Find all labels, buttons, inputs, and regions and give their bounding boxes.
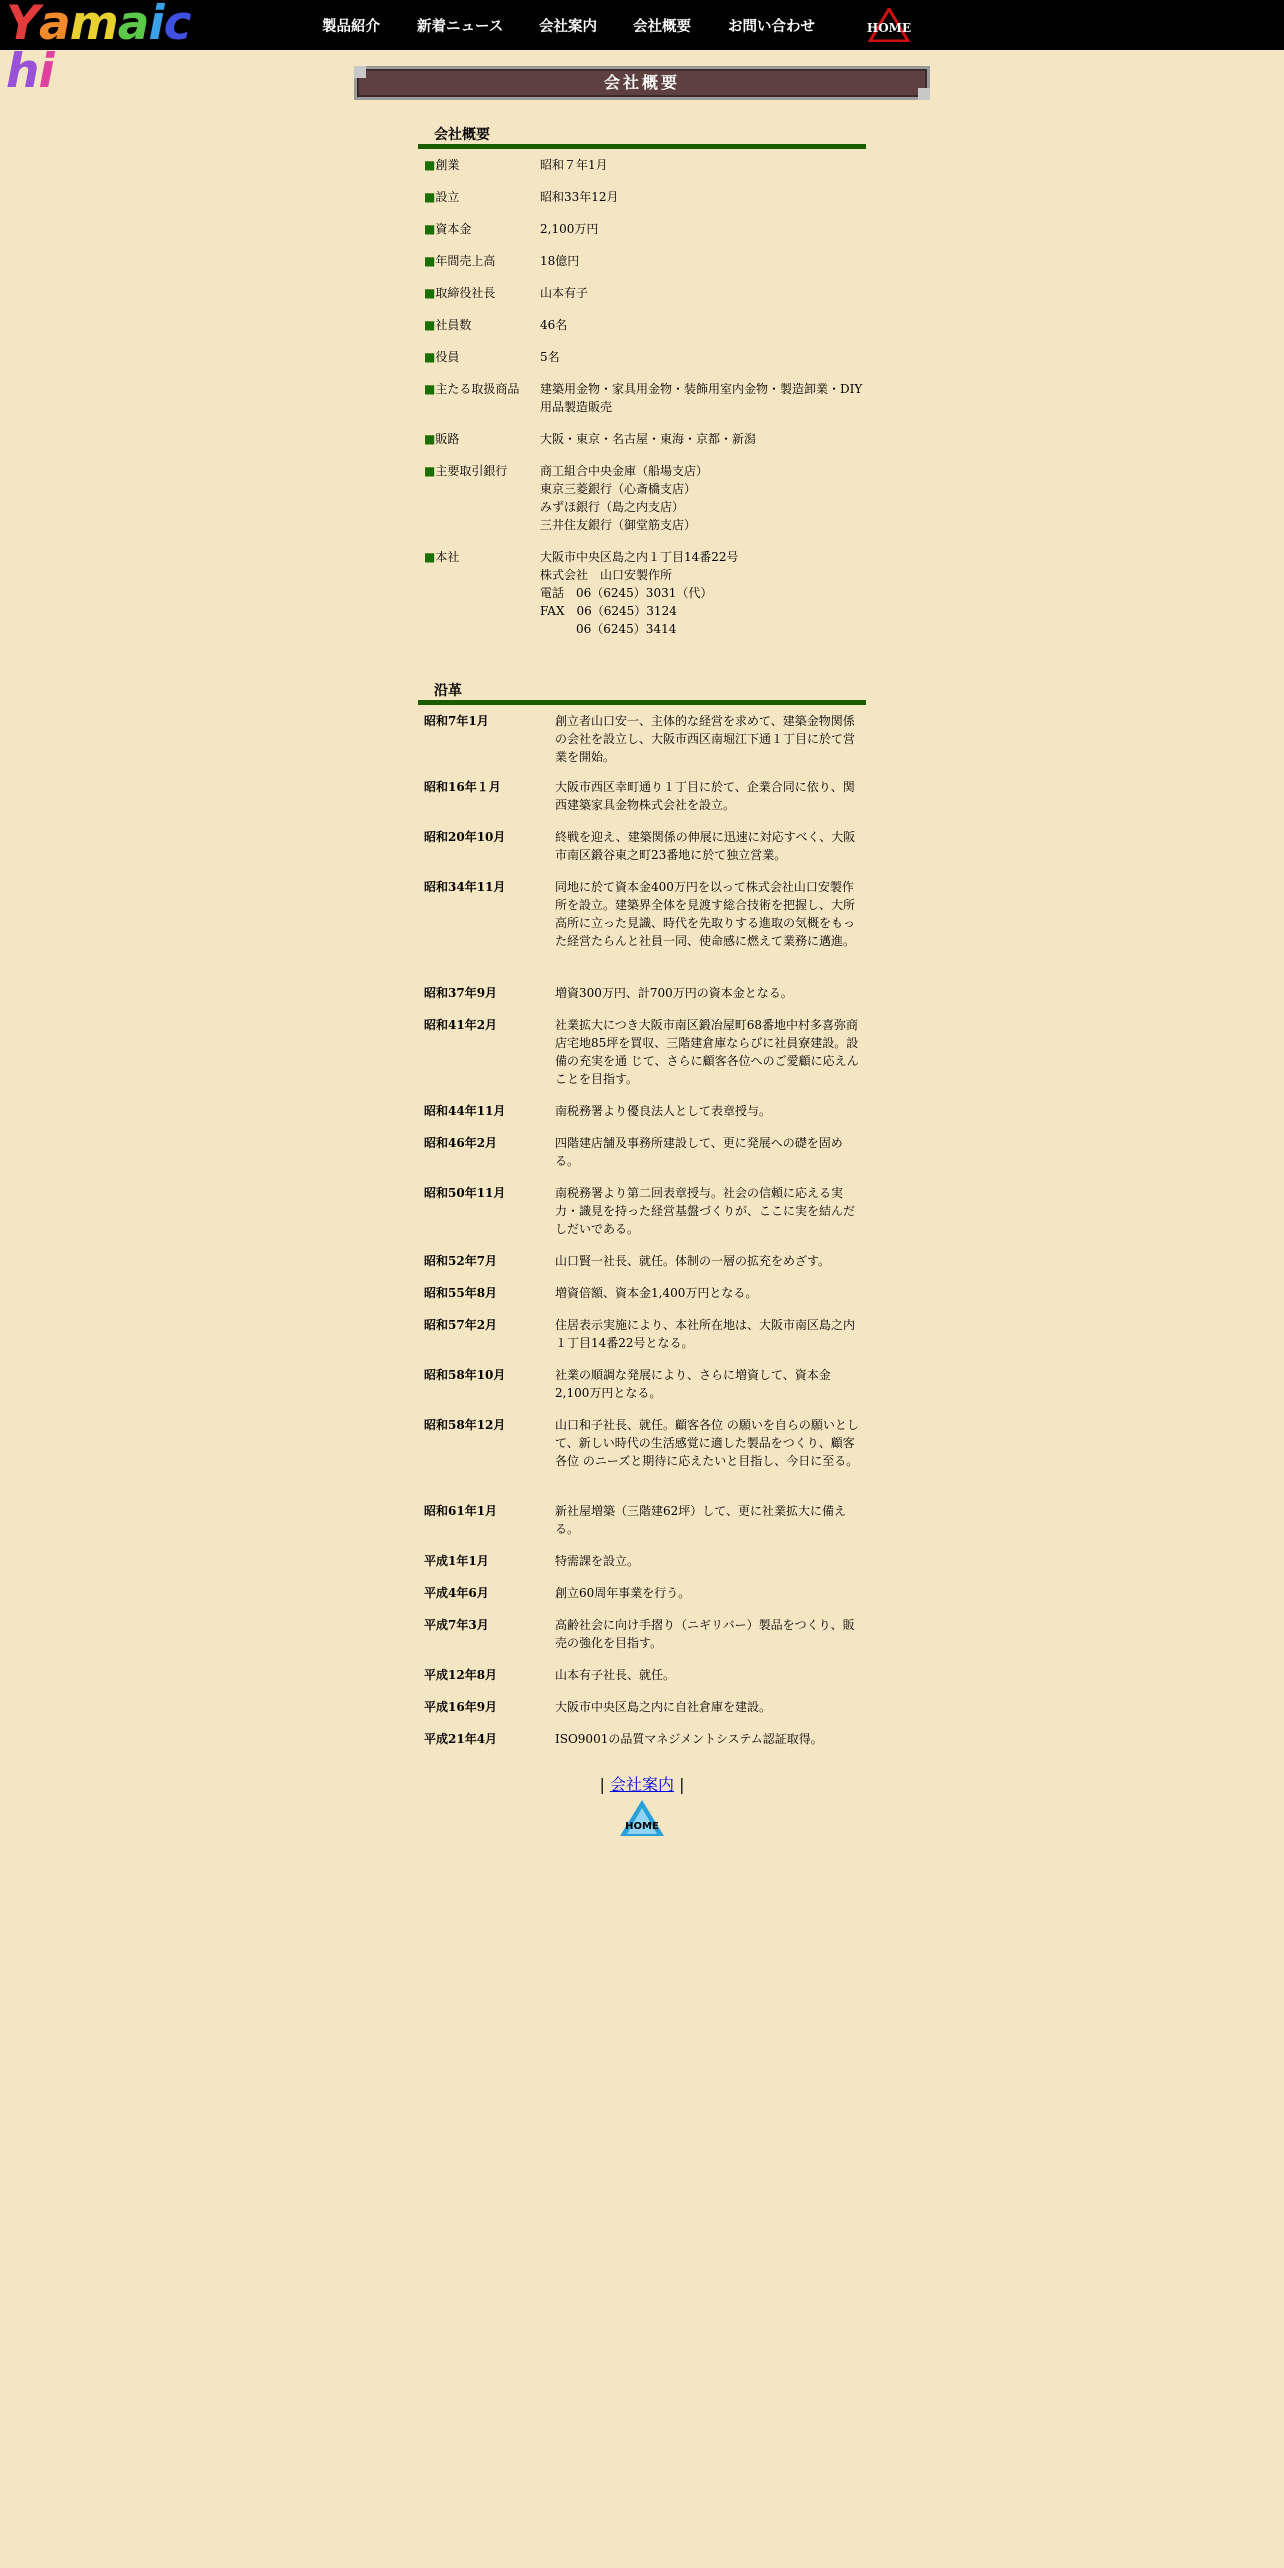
- overview-value: [540, 156, 864, 174]
- overview-value: [540, 348, 864, 366]
- history-description: 創立60周年事業を行う。: [555, 1586, 691, 1600]
- yamaichi-logo[interactable]: [6, 0, 204, 99]
- history-description: 社業の順調な発展により、さらに増資して、資本金2,100万円となる。: [555, 1368, 831, 1400]
- svg-text:HOME: HOME: [625, 1821, 659, 1832]
- overview-value-line: 大阪市中央区島之内１丁目14番22号: [540, 550, 739, 564]
- overview-label-text: 設立: [435, 190, 460, 204]
- overview-value: [540, 252, 864, 270]
- overview-value-line: 昭和33年12月: [540, 190, 619, 204]
- overview-value-line: 昭和７年1月: [540, 158, 608, 172]
- history-date: 昭和41年2月: [424, 1018, 498, 1032]
- page-banner: [354, 66, 930, 100]
- overview-label: [424, 348, 459, 366]
- history-date: 昭和57年2月: [424, 1318, 498, 1332]
- overview-value: [540, 188, 864, 206]
- history-description: 山本有子社長、就任。: [555, 1668, 676, 1682]
- overview-value-line: FAX 06（6245）3124: [540, 604, 677, 618]
- history-description: 増資300万円、計700万円の資本金となる。: [555, 986, 793, 1000]
- overview-label: [424, 284, 495, 302]
- history-date: 昭和37年9月: [424, 986, 498, 1000]
- overview-label-text: 社員数: [435, 318, 472, 332]
- history-description: 特需課を設立。: [555, 1554, 640, 1568]
- overview-label-text: 取締役社長: [435, 286, 496, 300]
- logo-letter: c: [163, 0, 191, 51]
- history-date: 昭和58年12月: [424, 1418, 506, 1432]
- history-date: 昭和44年11月: [424, 1104, 506, 1118]
- nav-home-button[interactable]: [864, 8, 914, 42]
- history-date: 昭和55年8月: [424, 1286, 498, 1300]
- history-description: 創立者山口安一、主体的な経営を求めて、建築金物関係の会社を設立し、大阪市西区南堀江下通１丁目に於て営業を開始。: [555, 714, 856, 764]
- history-description: 同地に於て資本金400万円を以って株式会社山口安製作所を設立。建築界全体を見渡す総合技術を把握し、大所高所に立った見識、時代を先取りする進取の気概をもった経営たらんと社員一同、使命感に燃えて業務に邁進。: [555, 880, 856, 948]
- overview-label-text: 資本金: [435, 222, 472, 236]
- logo-letter: a: [39, 0, 70, 51]
- history-date: 昭和52年7月: [424, 1254, 498, 1268]
- history-description: ISO9001の品質マネジメントシステム認証取得。: [555, 1732, 823, 1746]
- overview-label-text: 創業: [435, 158, 460, 172]
- bullet-square-icon: ■: [424, 382, 436, 396]
- bullet-square-icon: ■: [424, 464, 436, 478]
- history-description: 住居表示実施により、本社所在地は、大阪市南区島之内１丁目14番22号となる。: [555, 1318, 856, 1350]
- footer-company-info-link[interactable]: 会社案内: [609, 1775, 674, 1794]
- overview-value: [540, 548, 864, 638]
- bullet-square-icon: ■: [424, 432, 436, 446]
- overview-value: [540, 380, 864, 416]
- overview-value: [540, 462, 864, 534]
- overview-label-text: 販路: [435, 432, 460, 446]
- overview-label: [424, 156, 459, 174]
- overview-label-text: 役員: [435, 350, 460, 364]
- history-description: 南税務署より優良法人として表章授与。: [555, 1104, 772, 1118]
- footer-separator: |: [679, 1775, 685, 1794]
- overview-value-line: 株式会社 山口安製作所: [540, 568, 673, 582]
- overview-label: [424, 220, 471, 238]
- history-date: 昭和61年1月: [424, 1504, 498, 1518]
- overview-label: [424, 188, 459, 206]
- overview-label-text: 主要取引銀行: [435, 464, 508, 478]
- history-date: 昭和20年10月: [424, 830, 506, 844]
- history-date: 平成16年9月: [424, 1700, 498, 1714]
- history-description: 終戦を迎え、建築関係の伸展に迅速に対応すべく、大阪市南区鍛谷東之町23番地に於て独立営業。: [555, 830, 856, 862]
- overview-value-line: 46名: [540, 318, 568, 332]
- bullet-square-icon: ■: [424, 350, 436, 364]
- bullet-square-icon: ■: [424, 190, 436, 204]
- bullet-square-icon: ■: [424, 158, 436, 172]
- overview-value: [540, 430, 864, 448]
- history-date: 昭和46年2月: [424, 1136, 498, 1150]
- overview-value-line: 東京三菱銀行（心斎橋支店）: [540, 482, 697, 496]
- overview-value-line: 三井住友銀行（御堂筋支店）: [540, 518, 697, 532]
- logo-letter: m: [69, 0, 118, 51]
- history-description: 山口和子社長、就任。顧客各位 の願いを自らの願いとして、新しい時代の生活感覚に適した製品をつくり、顧客各位 のニーズと期待に応えたいと目指し、今日に至る。: [555, 1418, 859, 1468]
- overview-value: [540, 284, 864, 302]
- overview-value-line: 山本有子: [540, 286, 589, 300]
- history-description: 大阪市西区幸町通り１丁目に於て、企業合同に依り、関西建築家具金物株式会社を設立。: [555, 780, 855, 812]
- footer-separator: |: [599, 1775, 605, 1794]
- svg-text:HOME: HOME: [866, 21, 912, 35]
- heading-rule: [418, 700, 866, 705]
- nav-company-overview[interactable]: 会社概要: [633, 19, 691, 35]
- nav-contact[interactable]: お問い合わせ: [728, 19, 815, 35]
- history-date: 平成1年1月: [424, 1554, 489, 1568]
- footer-home-button[interactable]: [617, 1798, 667, 1838]
- history-description: 社業拡大につき大阪市南区鍛冶屋町68番地中村多喜弥商店宅地85坪を買収、三階建倉庫ならびに社員寮建設。設備の充実を通 じて、さらに顧客各位へのご愛顧に応えんことを目指す。: [555, 1018, 859, 1086]
- history-date: 昭和50年11月: [424, 1186, 506, 1200]
- overview-label-text: 本社: [435, 550, 460, 564]
- logo-letter: h: [6, 44, 39, 99]
- history-description: 新社屋増築（三階建62坪）して、更に社業拡大に備える。: [555, 1504, 847, 1536]
- logo-letter: i: [148, 0, 164, 51]
- overview-label-text: 年間売上高: [435, 254, 496, 268]
- overview-label: [424, 462, 507, 480]
- top-navigation-bar: [0, 0, 1284, 99]
- home-icon: [864, 8, 914, 42]
- history-description: 高齢社会に向け手摺り（ニギリバー）製品をつくり、販売の強化を目指す。: [555, 1618, 855, 1650]
- bullet-square-icon: ■: [424, 222, 436, 236]
- history-date: 平成4年6月: [424, 1586, 489, 1600]
- logo-letter: Y: [6, 0, 40, 51]
- history-description: 増資倍額、資本金1,400万円となる。: [555, 1286, 758, 1300]
- overview-label: [424, 316, 471, 334]
- history-date: 昭和16年１月: [424, 780, 501, 794]
- overview-value-line: みずほ銀行（島之内支店）: [540, 500, 685, 514]
- overview-value-line: 大阪・東京・名古屋・東海・京都・新潟: [540, 432, 757, 446]
- overview-value-line: 5名: [540, 350, 560, 364]
- overview-value-line: 2,100万円: [540, 222, 599, 236]
- bullet-square-icon: ■: [424, 254, 436, 268]
- overview-value-line: 建築用金物・家具用金物・装飾用室内金物・製造卸業・DIY用品製造販売: [540, 382, 863, 414]
- nav-products[interactable]: 製品紹介: [322, 19, 380, 35]
- overview-value-line: 06（6245）3414: [540, 622, 677, 636]
- overview-value: [540, 220, 864, 238]
- overview-label: [424, 430, 459, 448]
- logo-letter: a: [117, 0, 149, 51]
- heading-rule: [418, 144, 866, 149]
- overview-value-line: 18億円: [540, 254, 580, 268]
- logo-letter: i: [38, 44, 54, 99]
- home-icon: [617, 1798, 667, 1838]
- page-title: 会社概要: [603, 73, 680, 92]
- history-date: 昭和7年1月: [424, 714, 489, 728]
- overview-value-line: 商工組合中央金庫（船場支店）: [540, 464, 709, 478]
- footer-links: [0, 1772, 1284, 1795]
- history-date: 平成21年4月: [424, 1732, 498, 1746]
- overview-value-line: 電話 06（6245）3031（代）: [540, 586, 713, 600]
- history-date: 平成7年3月: [424, 1618, 489, 1632]
- nav-company-info[interactable]: 会社案内: [539, 19, 597, 35]
- history-date: 昭和34年11月: [424, 880, 506, 894]
- nav-news[interactable]: 新着ニュース: [417, 19, 504, 35]
- history-description: 四階建店舗及事務所建設して、更に発展への礎を固める。: [555, 1136, 843, 1168]
- overview-label-text: 主たる取扱商品: [435, 382, 520, 396]
- overview-value: [540, 316, 864, 334]
- history-description: 南税務署より第二回表章授与。社会の信頼に応える実力・識見を持った経営基盤づくりが、ここに実を結んだしだいである。: [555, 1186, 856, 1236]
- bullet-square-icon: ■: [424, 550, 436, 564]
- overview-label: [424, 252, 495, 270]
- history-date: 昭和58年10月: [424, 1368, 506, 1382]
- history-description: 山口賢一社長、就任。体制の一層の拡充をめざす。: [555, 1254, 831, 1268]
- history-description: 大阪市中央区島之内に自社倉庫を建設。: [555, 1700, 772, 1714]
- bullet-square-icon: ■: [424, 318, 436, 332]
- overview-label: [424, 380, 519, 398]
- bullet-square-icon: ■: [424, 286, 436, 300]
- overview-label: [424, 548, 459, 566]
- history-date: 平成12年8月: [424, 1668, 498, 1682]
